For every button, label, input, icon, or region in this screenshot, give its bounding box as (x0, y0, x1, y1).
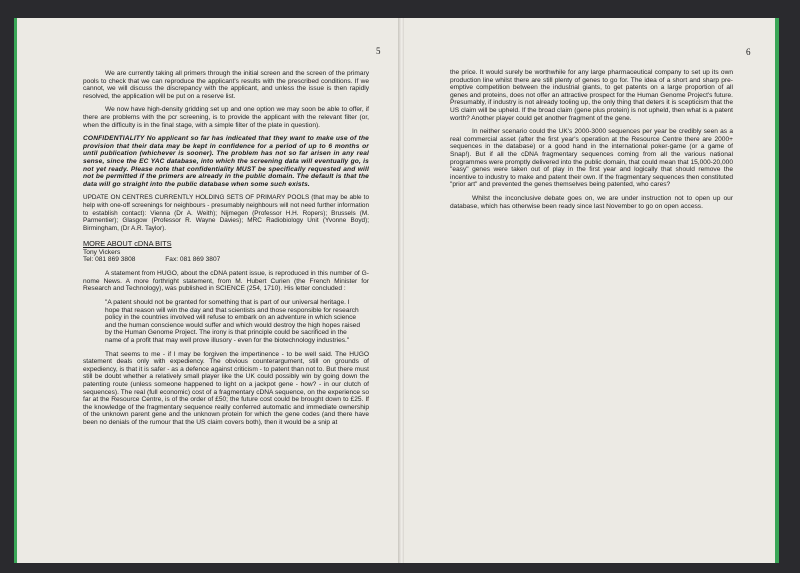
paragraph: That seems to me - if I may be forgiven the impertinence - to be well said. The HUGO statement deals only with expediency. The obvious counterargument, still on grounds of expediency, is that it is safer - as a defence against criticism - to patent than not to. But there must still be doubt whether a relatively small player like the UK could possibly win by going down the patenting route (unless someone happened to light on a jackpot gene - how? - in our clutch of sequences). The real (full economic) cost of a fragmentary cDNA sequence, on the experience so far at the Resource Centre, is of the order of £50; the future cost could be brought down to £25. If the knowledge of the fragmentary sequence really conferred automatic and immediate ownership of the unknown parent gene and the unknown protein for which the gene codes (and there have been no denials of the rumour that the US claim covers both), then it would be a snip at (83, 350, 369, 426)
author-contact (83, 249, 369, 265)
fax: Fax: 081 869 3807 (165, 256, 221, 264)
left-text-column (83, 70, 369, 433)
right-text-column (450, 69, 733, 216)
centres-update: UPDATE ON CENTRES CURRENTLY HOLDING SETS OF PRIMARY POOLS (that may be able to help with one-off screenings for neighbours - presumably neighbours will not need further information to establish contact): Vienna (Dr A. Weith); Nijmegen (Professor H.H. Ropers); Brussels (M. Parmentier); Glasgow (Professor R. Wayne Davies); MRC Radiobiology Unit (Yvonne Boyd); Birmingham, (Dr A.R. Taylor). (83, 194, 369, 232)
paragraph: We are currently taking all primers through the initial screen and the screen of the primary pools to check that we can reproduce the applicant's results with the prescribed conditions. If we cannot, we will discuss the discrepancy with the applicant, and unless the issue is then rapidly resolved, the application will be put on a reserve list. (83, 70, 369, 100)
page-number: 6 (746, 47, 751, 57)
confidentiality-notice: CONFIDENTIALITY No applicant so far has indicated that they want to make use of the provision that their data may be kept in confidence for a period of up to 6 months or until publication (whichever is sooner). The problem has not so far arisen in any real sense, since the EC YAC database, into which the screening data will eventually go, is not yet ready. Please note that confidentiality MUST be specifically requested and will not be permitted if the primers are already in the public domain. The default is that the data will go straight into the public database when some such exists. (83, 135, 369, 188)
paragraph: A statement from HUGO, about the cDNA patent issue, is reproduced in this number of G-nome News. A more forthright statement, from M. Hubert Curien (the French Minister for Research and Technology), was published in SCIENCE (254, 1710). His letter concluded : (83, 270, 369, 293)
author-name: Tony Vickers (83, 248, 121, 256)
left-page (17, 18, 398, 563)
paragraph: the price. It would surely be worthwhile for any large pharmaceutical company to set up its own production line whilst there are still plenty of genes to go for. The idea of a short and sharp pre-emptive competition between the industrial giants, to get patents on a large proportion of all genes and proteins, does not offer an attractive prospect for the Human Genome Project's future. Presumably, if industry is not already tooling up, the only thing that deters it is scepticism that the US claim will be upheld. If the broad claim (gene plus protein) is not upheld, then what is a patent worth? Another player could get another fragment of the gene. (450, 69, 733, 122)
page-number: 5 (376, 46, 381, 56)
binding-edge-right (775, 18, 779, 563)
telephone: Tel: 081 869 3808 (83, 256, 136, 264)
paragraph: In neither scenario could the UK's 2000-3000 sequences per year be credibly seen as a real commercial asset (after the first year's operation at the Resource Centre there are 2000+ sequences in the database) or a good hand in the international poker-game (or a game of Snap!). But if all the cDNA fragmentary sequences coming from all the various national programmes were promptly delivered into the public domain, that could mean that 15,000-20,000 "easy" genes were taken out of play in the first year and logically that should remove the incentive to industry to make and patent their own. If the fragmentary sequences then constituted "prior art" and prevented the genes themselves being patented, who cares? (450, 128, 733, 189)
section-heading: MORE ABOUT cDNA BITS (83, 239, 172, 249)
paragraph: Whilst the inconclusive debate goes on, we are under instruction not to open up our database, which has otherwise been ready since last November to go on open access. (450, 194, 733, 210)
right-page (404, 18, 775, 563)
block-quote: "A patent should not be granted for something that is part of our universal heritage. I hope that reason will win the day and that scientists and those responsible for research policy in the countries involved will refuse to embark on an adventure in which science and the human conscience would suffer and which would destroy the high hopes raised by the Human Genome Project. The irony is that principle could be sacrificed in the name of a profit that may well prove illusory - even for the biotechnology industries." (105, 299, 360, 345)
contact-line (83, 256, 369, 264)
paragraph: We now have high-density gridding set up and one option we may soon be able to offer, if there are problems with the pcr screening, is to provide the applicant with the relevant filter (or, when the difficulty is in the final stage, with a simple filter of the plate in question). (83, 106, 369, 129)
